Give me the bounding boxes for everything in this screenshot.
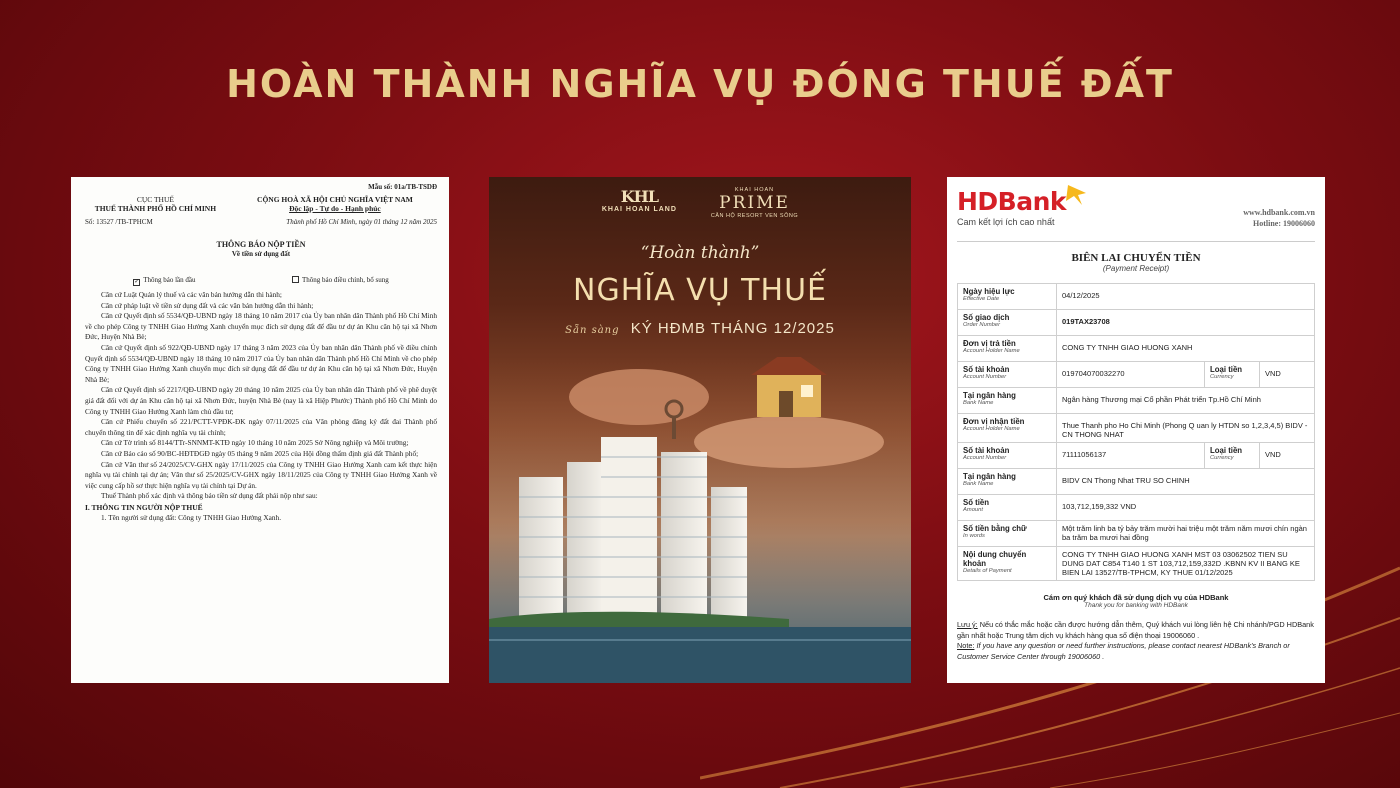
place-date: Thành phố Hồ Chí Minh, ngày 01 tháng 12 năm 2025 xyxy=(286,218,437,226)
note-en-text: If you have any question or need further instructions, please contact nearest HDBank's Branch or Customer Service Center through 19006060 . xyxy=(957,641,1290,661)
row-value: CONG TY TNHH GIAO HUONG XANH MST 03 03062502 TIEN SU DUNG DAT C854 T140 1 ST 103,712,159,332D .KBNN KV II BANG KE BIEN LAI 13527/TB-TPHCM, KY THUE 01/12/2025 xyxy=(1057,547,1315,581)
row-label: Tại ngân hàng Bank Name xyxy=(958,388,1057,414)
empty-box-icon xyxy=(292,276,299,283)
row-label: Nội dung chuyển khoản Details of Payment xyxy=(958,547,1057,581)
receipt-note xyxy=(957,620,1315,641)
hand-shape xyxy=(694,416,884,468)
section-heading: I. THÔNG TIN NGƯỜI NỘP THUẾ xyxy=(85,502,203,512)
khai-hoan-land-logo xyxy=(602,187,677,219)
notice-paragraph: Căn cứ Luật Quản lý thuế và các văn bản hướng dẫn thi hành; xyxy=(101,290,282,299)
currency-label: Loại tiền Currency xyxy=(1205,362,1260,388)
national-motto xyxy=(233,195,437,213)
row-value: CONG TY TNHH GIAO HUONG XANH xyxy=(1057,336,1315,362)
table-row xyxy=(958,388,1315,414)
row-label: Số tài khoản Account Number xyxy=(958,443,1057,469)
notice-paragraph: Căn cứ Văn thư số 24/2025/CV-GHX ngày 17/11/2025 của Công ty TNHH Giao Hưởng Xanh cam kết thực hiện nghĩa vụ tài chính tại dự án; Văn thư số 25/2025/CV-GHX ngày 18/11/2025 của Công ty TNHH Giao Hưởng Xanh về việc cung cấp hồ sơ thực hiện nghĩa vụ tài chính tại Dự án. xyxy=(85,459,437,490)
poster-quote: “Hoàn thành” xyxy=(640,243,760,263)
river xyxy=(489,627,911,683)
row-value: 019704070032270 xyxy=(1057,362,1205,388)
row-label: Đơn vị nhận tiền Account Holder Name xyxy=(958,414,1057,443)
receipt-subtitle: (Payment Receipt) xyxy=(1102,264,1170,273)
hdbank-star-icon xyxy=(1064,183,1090,207)
row-value: 71111056137 xyxy=(1057,443,1205,469)
bank-website: www.hdbank.com.vn xyxy=(1243,208,1315,217)
poster-logos xyxy=(489,187,911,219)
notice-title: THÔNG BÁO NỘP TIỀN xyxy=(216,240,306,249)
table-row xyxy=(958,443,1315,469)
check-adjust-notice: Thông báo điều chỉnh, bổ sung xyxy=(292,276,389,286)
notice-header xyxy=(85,195,437,213)
poster-headline: NGHĨA VỤ THUẾ xyxy=(573,273,827,308)
prime-logo-tagline: CĂN HỘ RESORT VEN SÔNG xyxy=(710,213,799,219)
row-value: Một trăm linh ba tỷ bảy trăm mười hai triệu một trăm năm mươi chín ngàn ba trăm ba mươi hai đồng xyxy=(1057,521,1315,547)
table-row xyxy=(958,547,1315,581)
notice-paragraph: Thuế Thành phố xác định và thông báo tiền sử dụng đất phải nộp như sau: xyxy=(101,491,318,501)
table-row xyxy=(958,336,1315,362)
hdbank-brand: HDBank xyxy=(957,187,1066,216)
notice-paragraph: Căn cứ Phiếu chuyển số 221/PCTT-VPĐK-ĐK ngày 07/11/2025 của Văn phòng đăng ký đất đai Thành phố chuyển thông tin để xác định nghĩa vụ tài chính; xyxy=(85,417,437,437)
receipt-header xyxy=(957,187,1315,229)
notice-body xyxy=(85,290,437,502)
table-row xyxy=(958,469,1315,495)
hdbank-logo xyxy=(957,187,1066,229)
tax-notice-document xyxy=(71,177,449,683)
table-row xyxy=(958,310,1315,336)
agency-line2: THUẾ THÀNH PHỐ HỒ CHÍ MINH xyxy=(94,204,217,213)
receipt-note-en xyxy=(957,641,1315,662)
hand-shape xyxy=(569,369,709,425)
reference-number: Số: 13527 /TB-TPHCM xyxy=(85,218,153,226)
checked-box-icon: ✓ xyxy=(134,279,140,285)
form-code: Mẫu số: 01a/TB-TSDĐ xyxy=(368,183,437,191)
prime-logo-big: PRIME xyxy=(719,193,790,213)
check-first-notice: ✓ Thông báo lần đầu xyxy=(134,276,196,285)
currency-value: VND xyxy=(1260,362,1315,388)
table-row xyxy=(958,495,1315,521)
note-label: Lưu ý: xyxy=(957,620,978,629)
currency-label: Loại tiền Currency xyxy=(1205,443,1260,469)
reference-row xyxy=(85,218,437,226)
note-text: Nếu có thắc mắc hoặc cần được hướng dẫn thêm, Quý khách vui lòng liên hệ Chi nhánh/PGD HDBank gần nhất hoặc Trung tâm dịch vụ khách hàng qua số điện thoại 19006060 . xyxy=(957,620,1314,640)
row-label: Số tiền bằng chữ In words xyxy=(958,521,1057,547)
bank-hotline: Hotline: 19006060 xyxy=(1253,219,1315,228)
row-value: 103,712,159,332 VND xyxy=(1057,495,1315,521)
row-label: Tại ngân hàng Bank Name xyxy=(958,469,1057,495)
currency-value: VND xyxy=(1260,443,1315,469)
table-row xyxy=(958,414,1315,443)
receipt-divider xyxy=(957,241,1315,242)
bank-contact xyxy=(1243,207,1315,229)
poster-sub-script: Sẵn sàng xyxy=(565,325,620,336)
notice-paragraph: Căn cứ pháp luật về tiền sử dụng đất và các văn bản hướng dẫn thi hành; xyxy=(101,300,314,310)
row-label: Số tiền Amount xyxy=(958,495,1057,521)
notice-paragraph: Căn cứ Quyết định số 2217/QĐ-UBND ngày 20 tháng 10 năm 2025 của Ủy ban nhân dân Thành phố về phê duyệt giá đất đối với dự án Khu căn hộ tại xã Nhơn Đức, huyện Nhà Bè (nay là xã Hiệp Phước) Thành phố Hồ Chí Minh do Công ty TNHH Giao Hưởng Xanh làm chủ đầu tư; xyxy=(85,385,437,416)
promo-poster xyxy=(489,177,911,683)
table-row xyxy=(958,521,1315,547)
nation-line1: CỘNG HOÀ XÃ HỘI CHỦ NGHĨA VIỆT NAM xyxy=(257,195,413,204)
poster-subline xyxy=(489,320,911,337)
agency-line1: CỤC THUẾ xyxy=(136,195,174,204)
notice-paragraph: Căn cứ Báo cáo số 90/BC-HĐTĐGĐ ngày 05 tháng 9 năm 2025 của Hội đồng thẩm định giá đất Thành phố; xyxy=(101,448,419,458)
receipt-table xyxy=(957,283,1315,581)
thanks-message: Cám ơn quý khách đã sử dụng dịch vụ của HDBank xyxy=(1043,593,1229,602)
prime-logo-small: KHAI HOAN xyxy=(734,187,775,193)
row-value: Thue Thanh pho Ho Chi Minh (Phong Q uan ly HTDN so 1,2,3,4,5) BIDV - CN THONG NHAT xyxy=(1057,414,1315,443)
page-title: HOÀN THÀNH NGHĨA VỤ ĐÓNG THUẾ ĐẤT xyxy=(226,62,1174,106)
khl-logo-text: KHAI HOAN LAND xyxy=(601,206,677,213)
nation-line2: Độc lập - Tự do - Hạnh phúc xyxy=(289,204,381,213)
hdbank-slogan: Cam kết lợi ích cao nhất xyxy=(957,217,1055,227)
notice-paragraph: Căn cứ Tờ trình số 8144/TTr-SNNMT-KTĐ ngày 10 tháng 10 năm 2025 Sở Nông nghiệp và Môi trường; xyxy=(101,438,409,448)
poster-illustration xyxy=(489,357,911,683)
thanks-message-en: Thank you for banking with HDBank xyxy=(1084,602,1188,609)
issuing-agency xyxy=(85,195,226,213)
note-en-label: Note: xyxy=(957,641,975,650)
notice-paragraph: Căn cứ Quyết định số 922/QĐ-UBND ngày 17 tháng 3 năm 2023 của Ủy ban nhân dân Thành phố về điều chỉnh Quyết định số 5534/QĐ-UBND ngày 18 tháng 10 năm 2017 của Ủy ban nhân dân Thành phố Hồ Chí Minh về cho phép Công ty TNHH Giao Hưởng Xanh chuyển mục đích sử dụng đất để đầu tư dự án Khu căn hộ tại xã Nhơn Đức, Huyện Nhà Bè; xyxy=(85,342,437,384)
row-label: Ngày hiệu lực Effective Date xyxy=(958,284,1057,310)
receipt-title: BIÊN LAI CHUYỂN TIỀN xyxy=(1071,252,1201,264)
table-row xyxy=(958,362,1315,388)
table-row xyxy=(958,284,1315,310)
row-label: Số tài khoản Account Number xyxy=(958,362,1057,388)
row-value: Ngân hàng Thương mại Cổ phần Phát triển Tp.Hồ Chí Minh xyxy=(1057,388,1315,414)
bank-receipt xyxy=(947,177,1325,683)
row-value: BIDV CN Thong Nhat TRU SO CHINH xyxy=(1057,469,1315,495)
row-label: Số giao dịch Order Number xyxy=(958,310,1057,336)
notice-type-checkboxes xyxy=(85,276,437,286)
section-item: 1. Tên người sử dụng đất: Công ty TNHH Giao Hưởng Xanh. xyxy=(101,512,282,522)
poster-sub-main: KÝ HĐMB THÁNG 12/2025 xyxy=(630,320,835,337)
row-value: 019TAX23708 xyxy=(1057,310,1315,336)
notice-subtitle: Về tiền sử dụng đất xyxy=(231,250,291,258)
khl-logo-icon: KHL xyxy=(620,187,659,206)
row-label: Đơn vị trả tiền Account Holder Name xyxy=(958,336,1057,362)
notice-paragraph: Căn cứ Quyết định số 5534/QĐ-UBND ngày 18 tháng 10 năm 2017 của Ủy ban nhân dân Thành phố Hồ Chí Minh về cho phép Công ty TNHH Giao Hưởng Xanh chuyển mục đích sử dụng đất để đầu tư dự án Khu căn hộ tại xã Nhơn Đức, Huyện Nhà Bè; xyxy=(85,311,437,342)
khai-hoan-prime-logo xyxy=(711,187,798,219)
row-value: 04/12/2025 xyxy=(1057,284,1315,310)
